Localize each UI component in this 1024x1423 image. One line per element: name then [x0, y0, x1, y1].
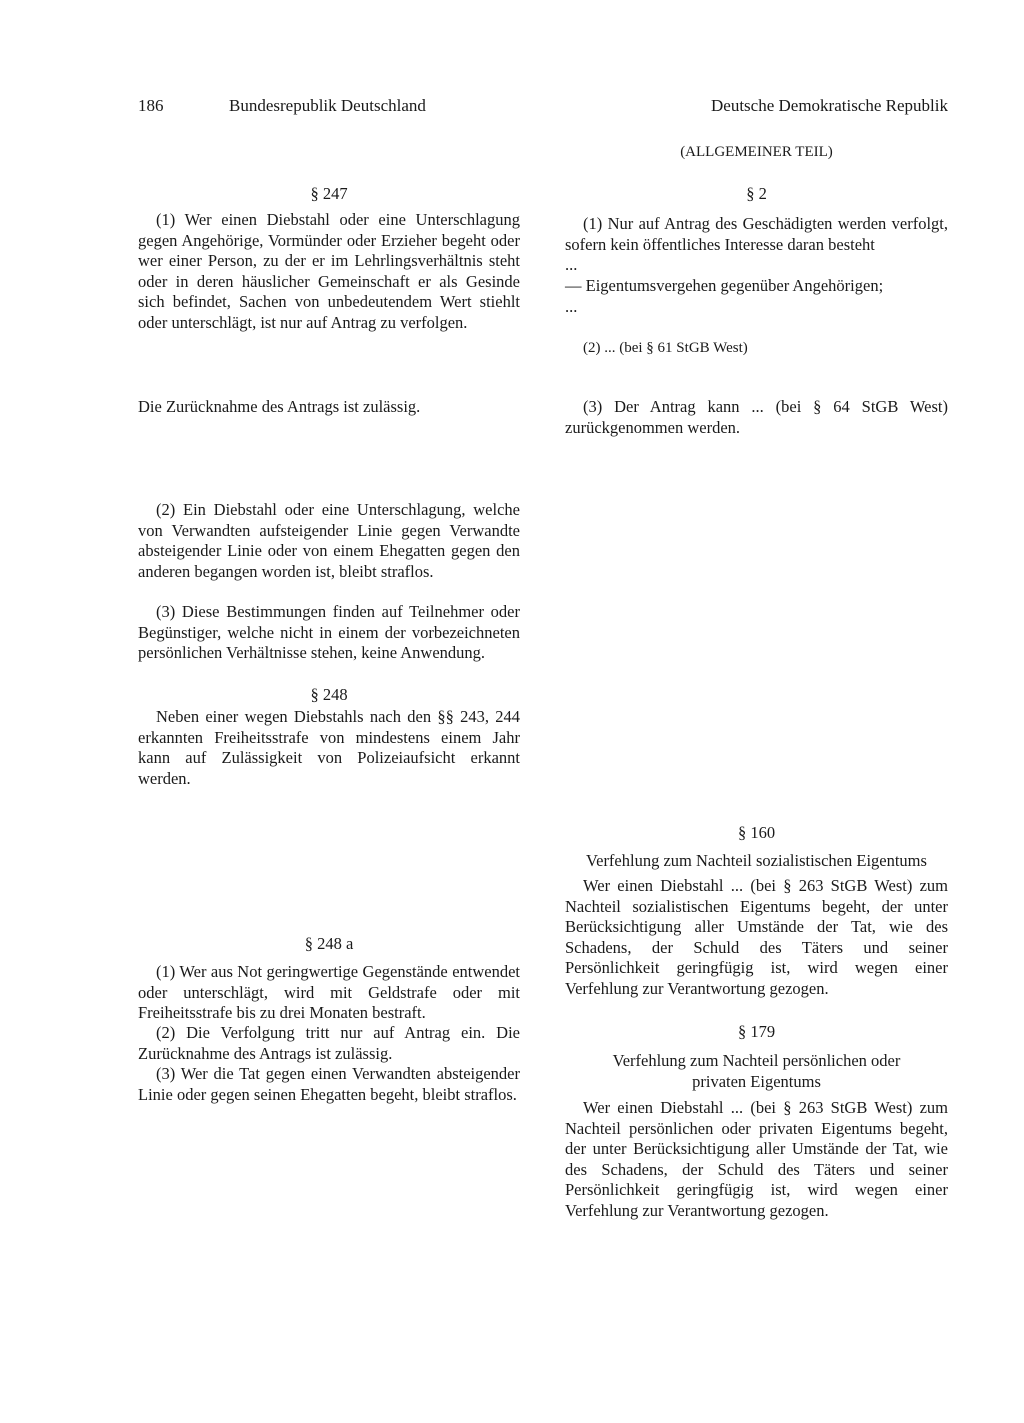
right-running-title: Deutsche Demokratische Republik [711, 96, 948, 115]
section-247-heading: § 247 [310, 184, 348, 203]
section-2-heading: § 2 [746, 184, 767, 203]
section-247-paragraph-3: (2) Ein Diebstahl oder eine Unterschlagung, welche von Verwandten aufsteigender Linie gegen Verwandte absteigender Linie oder von einem Ehegatten gegen den anderen begangen worden ist, bleibt straflos. [138, 500, 520, 581]
section-248a-heading: § 248 a [304, 934, 354, 953]
section-179-title: Verfehlung zum Nachteil persönlichen oder privaten Eigentums [612, 1051, 901, 1091]
section-160-heading: § 160 [737, 823, 776, 842]
section-248a-paragraph-2: (2) Die Verfolgung tritt nur auf Antrag ein. Die Zurücknahme des Antrags ist zulässig. [138, 1023, 520, 1063]
right-subtitle: (ALLGEMEINER TEIL) [680, 144, 833, 160]
section-2-paragraph-3: (3) Der Antrag kann ... (bei § 64 StGB West) zurückgenommen werden. [565, 397, 948, 437]
page-number: 186 [138, 96, 164, 115]
section-160-paragraph-1: Wer einen Diebstahl ... (bei § 263 StGB West) zum Nachteil sozialistischen Eigentums begeht, der unter Berücksichtigung aller Umstände der Tat, wie des Schadens, der Schuld des Täters und seiner Persönlichkeit geringfügig ist, wird wegen einer Verfehlung zur Verantwortung gezogen. [565, 876, 948, 998]
section-248a-paragraph-3: (3) Wer die Tat gegen einen Verwandten absteigender Linie oder gegen seinen Ehegatten begeht, bleibt straflos. [138, 1064, 520, 1104]
section-2-list-item: — Eigentumsvergehen gegenüber Angehörigen; [565, 276, 884, 295]
section-247-paragraph-4: (3) Diese Bestimmungen finden auf Teilnehmer oder Begünstiger, welche nicht in einem der vorbezeichneten persönlichen Verhältnisse stehen, keine Anwendung. [138, 602, 520, 662]
section-247-paragraph-2: Die Zurücknahme des Antrags ist zulässig. [138, 397, 421, 416]
section-2-ellipsis-2: ... [565, 297, 578, 316]
section-2-ellipsis-1: ... [565, 255, 578, 274]
section-2-paragraph-2: (2) ... (bei § 61 StGB West) [583, 340, 748, 356]
section-160-title: Verfehlung zum Nachteil sozialistischen Eigentums [586, 851, 927, 870]
section-248-heading: § 248 [310, 685, 348, 704]
section-2-paragraph-1: (1) Nur auf Antrag des Geschädigten werden verfolgt, sofern kein öffentliches Interesse daran besteht [565, 214, 948, 254]
section-247-paragraph-1: (1) Wer einen Diebstahl oder eine Unterschlagung gegen Angehörige, Vormünder oder Erzieher begeht oder wer einer Person, zu der er im Lehrlingsverhältnis steht oder in deren häuslicher Gemeinschaft er als Gesinde sich befindet, Sachen von unbedeutendem Wert stiehlt oder unterschlägt, ist nur auf Antrag zu verfolgen. [138, 210, 520, 332]
left-running-title: Bundesrepublik Deutschland [229, 96, 426, 115]
section-248a-paragraph-1: (1) Wer aus Not geringwertige Gegenstände entwendet oder unterschlägt, wird mit Geldstrafe oder mit Freiheitsstrafe bis zu drei Monaten bestraft. [138, 962, 520, 1022]
section-248-paragraph-1: Neben einer wegen Diebstahls nach den §§ 243, 244 erkannten Freiheitsstrafe von mindestens einem Jahr kann auf Zulässigkeit von Polizeiaufsicht erkannt werden. [138, 707, 520, 788]
section-179-heading: § 179 [737, 1022, 776, 1041]
section-179-paragraph-1: Wer einen Diebstahl ... (bei § 263 StGB West) zum Nachteil persönlichen oder privaten Eigentums begeht, der unter Berücksichtigung aller Umstände der Tat, wie des Schadens, der Schuld des Täters und seiner Persönlichkeit geringfügig ist, wird wegen einer Verfehlung zur Verantwortung gezogen. [565, 1098, 948, 1220]
